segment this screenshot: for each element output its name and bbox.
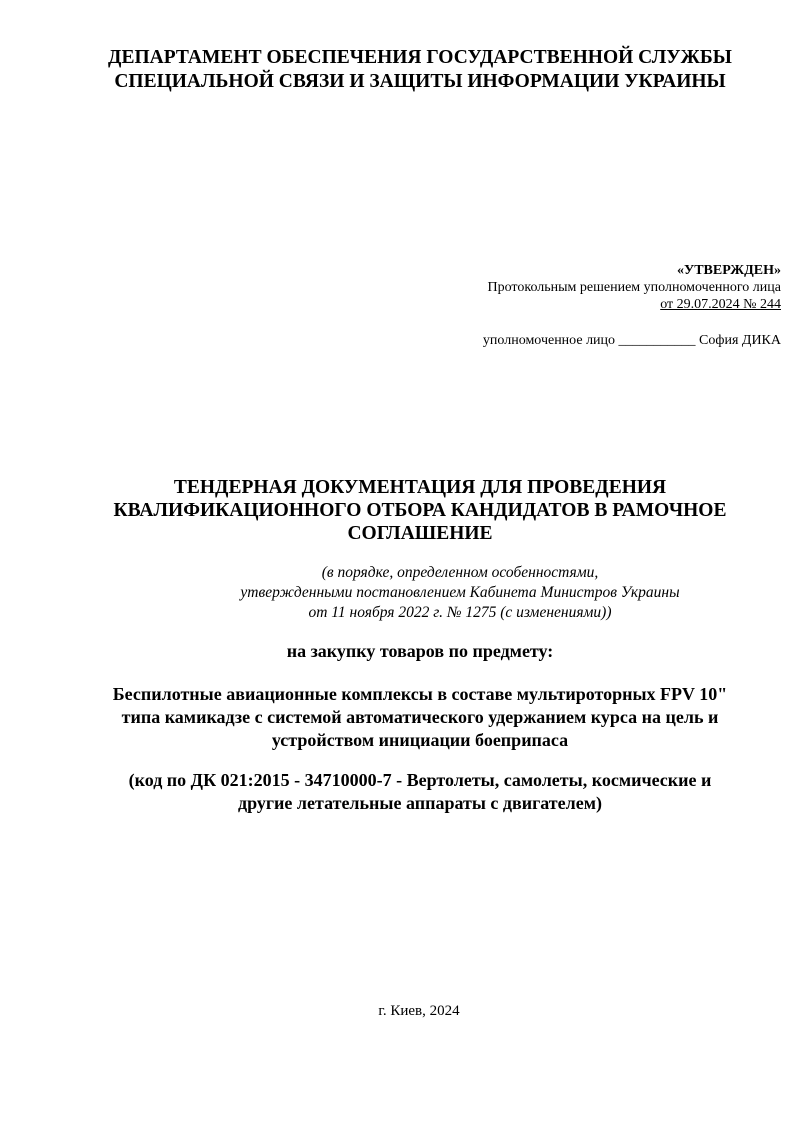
tender-title-line-2: КВАЛИФИКАЦИОННОГО ОТБОРА КАНДИДАТОВ В РАМОЧНОЕ — [113, 500, 727, 521]
subject-heading: на закупку товаров по предмету: — [286, 641, 554, 661]
department-header — [60, 46, 780, 94]
subject-line-1: Беспилотные авиационные комплексы в составе мультироторных FPV 10" — [112, 684, 728, 704]
place-year: г. Киев, 2024 — [378, 1003, 460, 1019]
subject-line-3: устройством инициации боеприпаса — [271, 730, 569, 750]
approval-date-number: от 29.07.2024 № 244 — [660, 297, 781, 312]
classification-code — [40, 769, 800, 815]
order-note-line-3: от 11 ноября 2022 г. № 1275 (с изменениями)) — [308, 604, 612, 621]
procurement-subject — [40, 683, 800, 752]
code-line-1: (код по ДК 021:2015 - 34710000-7 - Вертолеты, самолеты, космические и — [128, 770, 712, 790]
order-note — [160, 563, 760, 623]
code-line-2: другие летательные аппараты с двигателем) — [238, 793, 602, 813]
tender-title-line-3: СОГЛАШЕНИЕ — [347, 523, 493, 544]
approval-block — [361, 262, 781, 349]
tender-title — [60, 476, 780, 545]
subject-line-2: типа камикадзе с системой автоматического удержанием курса на цель и — [121, 707, 719, 727]
order-note-line-2: утвержденными постановлением Кабинета Министров Украины — [240, 584, 680, 601]
signer-label: уполномоченное лицо — [482, 333, 616, 348]
signature-line: ___________ — [618, 333, 696, 348]
approval-signer — [361, 332, 781, 349]
department-line-1: ДЕПАРТАМЕНТ ОБЕСПЕЧЕНИЯ ГОСУДАРСТВЕННОЙ СЛУЖБЫ — [108, 47, 732, 68]
department-line-2: СПЕЦИАЛЬНОЙ СВЯЗИ И ЗАЩИТЫ ИНФОРМАЦИИ УКРАИНЫ — [114, 71, 726, 92]
approval-heading: «УТВЕРЖДЕН» — [676, 263, 781, 278]
signer-name: София ДИКА — [699, 333, 781, 348]
order-note-line-1: (в порядке, определенном особенностями, — [321, 564, 599, 581]
approval-decision: Протокольным решением уполномоченного лица — [487, 280, 781, 295]
tender-title-line-1: ТЕНДЕРНАЯ ДОКУМЕНТАЦИЯ ДЛЯ ПРОВЕДЕНИЯ — [173, 477, 667, 498]
